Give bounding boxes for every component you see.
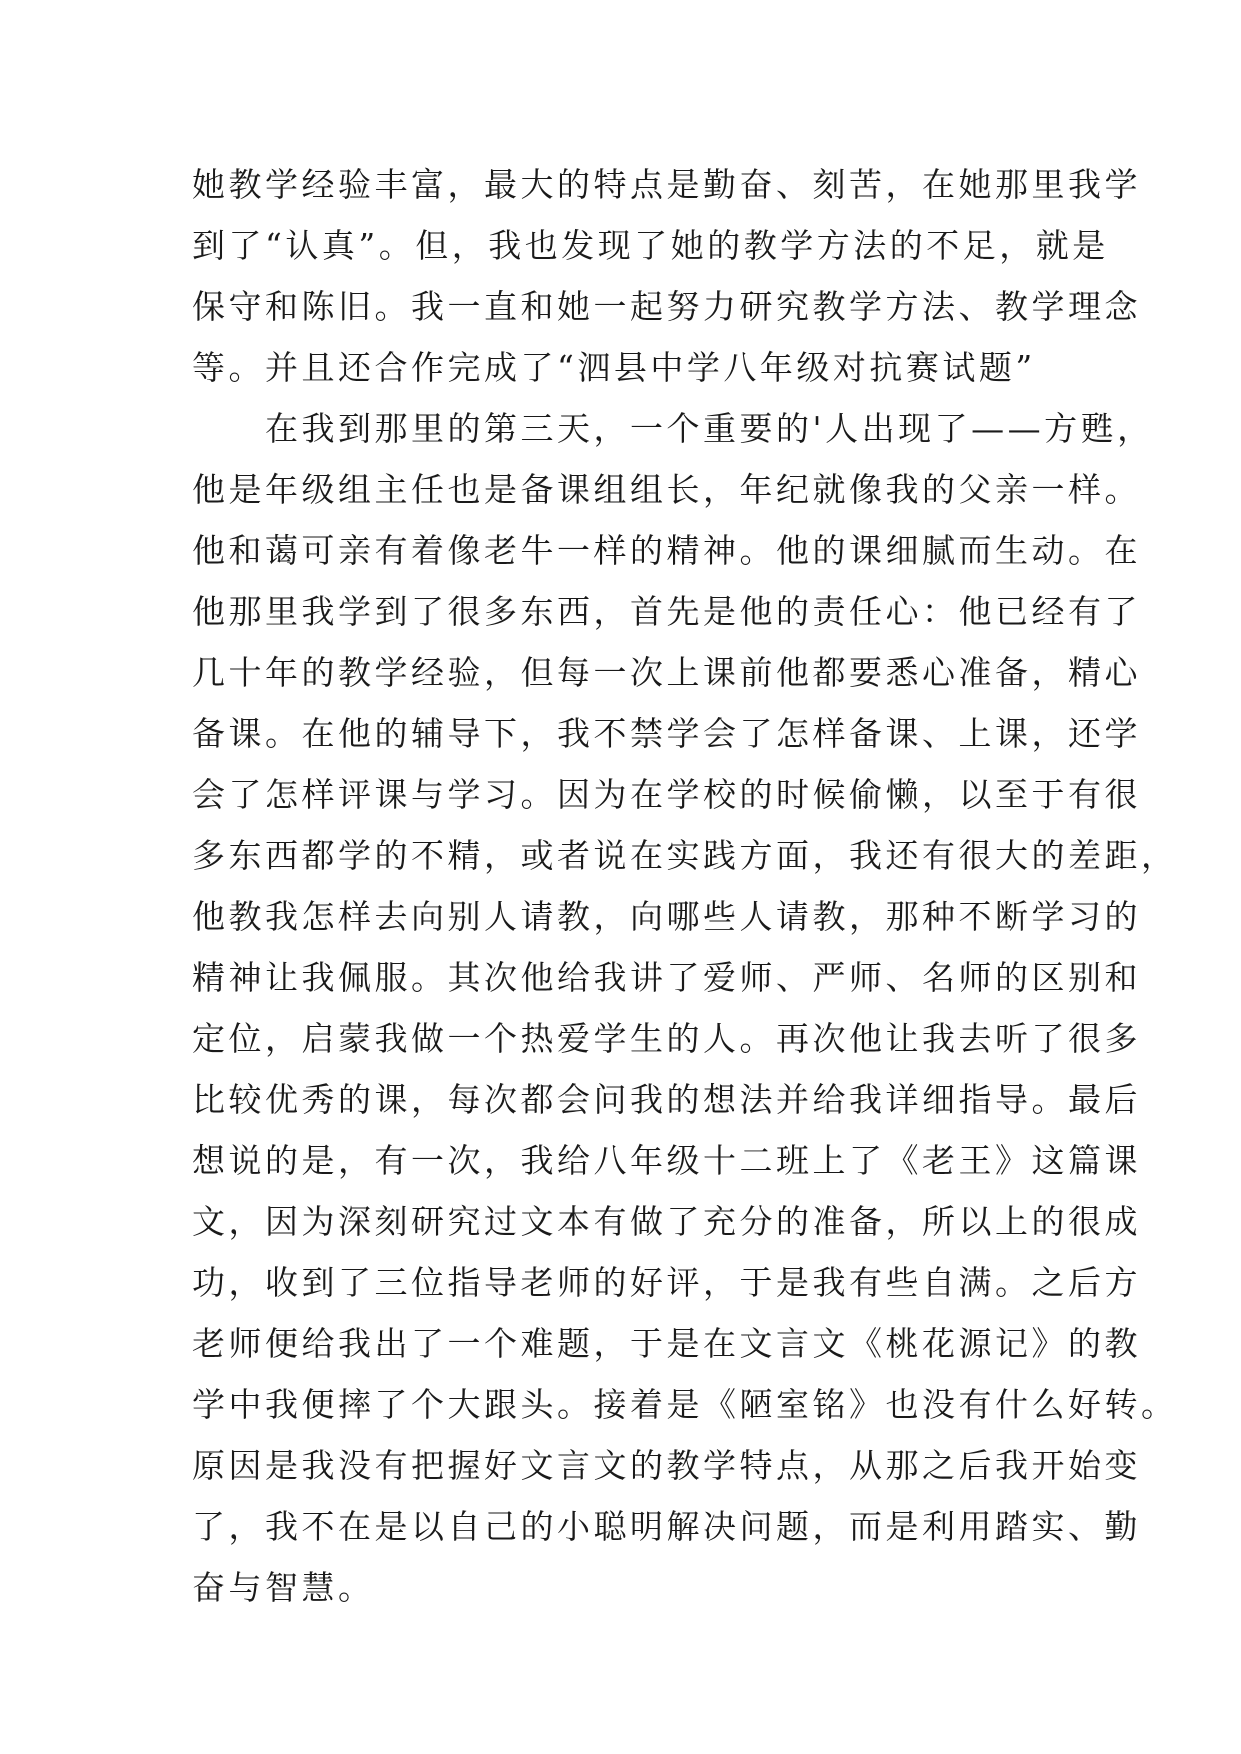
text-line: 他教我怎样去向别人请教，向哪些人请教，那种不断学习的 — [192, 897, 1141, 936]
text-line: 了，我不在是以自己的小聪明解决问题，而是利用踏实、勤 — [192, 1507, 1141, 1546]
paragraph-1 — [192, 154, 1141, 398]
text-line: 想说的是，有一次，我给八年级十二班上了《老王》这篇课 — [192, 1141, 1141, 1180]
text-line: 他那里我学到了很多东西，首先是他的责任心：他已经有了 — [192, 592, 1141, 631]
text-line: 会了怎样评课与学习。因为在学校的时候偷懒，以至于有很 — [192, 775, 1141, 814]
document-body — [192, 154, 1178, 1618]
text-line: 多东西都学的不精，或者说在实践方面，我还有很大的差距， — [192, 836, 1178, 875]
text-line: 奋与智慧。 — [192, 1568, 375, 1607]
text-line: 原因是我没有把握好文言文的教学特点，从那之后我开始变 — [192, 1446, 1141, 1485]
text-line: 精神让我佩服。其次他给我讲了爱师、严师、名师的区别和 — [192, 958, 1141, 997]
paragraph-2 — [192, 398, 1178, 1618]
text-line: 她教学经验丰富，最大的特点是勤奋、刻苦，在她那里我学 — [192, 165, 1141, 204]
text-line: 比较优秀的课，每次都会问我的想法并给我详细指导。最后 — [192, 1080, 1141, 1119]
text-line: 他是年级组主任也是备课组组长，年纪就像我的父亲一样。 — [192, 470, 1141, 509]
text-line: 他和蔼可亲有着像老牛一样的精神。他的课细腻而生动。在 — [192, 531, 1141, 570]
text-line: 定位，启蒙我做一个热爱学生的人。再次他让我去听了很多 — [192, 1019, 1141, 1058]
text-line: 保守和陈旧。我一直和她一起努力研究教学方法、教学理念 — [192, 287, 1141, 326]
text-line: 学中我便摔了个大跟头。接着是《陋室铭》也没有什么好转。 — [192, 1385, 1178, 1424]
text-line: 老师便给我出了一个难题，于是在文言文《桃花源记》的教 — [192, 1324, 1141, 1363]
text-line: 到了“认真”。但，我也发现了她的教学方法的不足，就是 — [192, 226, 1109, 265]
text-line: 功，收到了三位指导老师的好评，于是我有些自满。之后方 — [192, 1263, 1141, 1302]
text-line: 文，因为深刻研究过文本有做了充分的准备，所以上的很成 — [192, 1202, 1141, 1241]
text-line: 几十年的教学经验，但每一次上课前他都要悉心准备，精心 — [192, 653, 1141, 692]
text-line: 在我到那里的第三天，一个重要的'人出现了——方甦， — [192, 409, 1154, 448]
text-line: 备课。在他的辅导下，我不禁学会了怎样备课、上课，还学 — [192, 714, 1141, 753]
text-line: 等。并且还合作完成了“泗县中学八年级对抗赛试题” — [192, 348, 1036, 387]
